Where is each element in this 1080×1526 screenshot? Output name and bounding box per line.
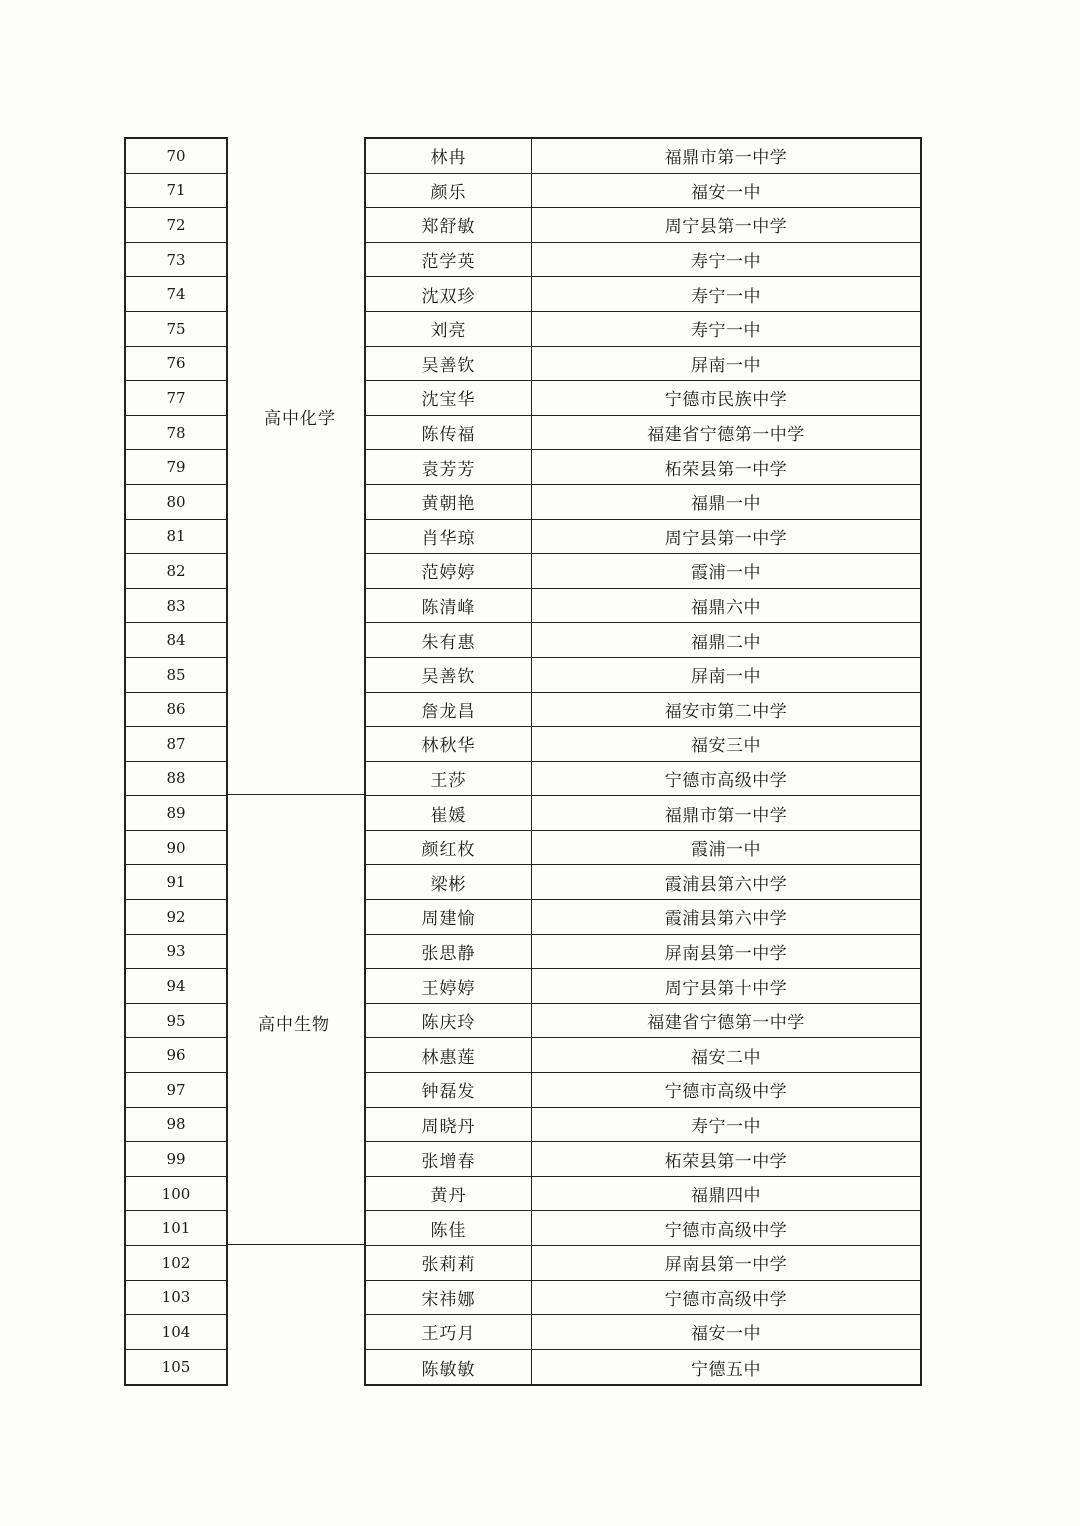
school-name: 宁德市高级中学 xyxy=(664,1289,788,1310)
teacher-name: 陈敏敏 xyxy=(366,1350,532,1385)
school-name: 柘荣县第一中学 xyxy=(664,1151,788,1172)
table-row xyxy=(366,796,920,831)
school-name: 柘荣县第一中学 xyxy=(664,459,788,480)
school-name: 福鼎市第一中学 xyxy=(664,805,788,826)
row-number: 98 xyxy=(126,1108,226,1143)
school-name: 宁德五中 xyxy=(691,1359,761,1380)
table-row xyxy=(366,727,920,762)
row-number: 86 xyxy=(126,693,226,728)
teacher-name: 沈宝华 xyxy=(366,381,532,415)
school-name: 宁德市高级中学 xyxy=(664,770,788,791)
school-name: 宁德市高级中学 xyxy=(664,1082,788,1103)
table-row xyxy=(366,312,920,347)
school-name: 福鼎二中 xyxy=(691,632,761,653)
school-name: 宁德市高级中学 xyxy=(664,1220,788,1241)
row-number: 105 xyxy=(161,1358,191,1377)
row-number: 70 xyxy=(126,139,226,174)
table-row xyxy=(366,969,920,1004)
row-number: 95 xyxy=(126,1004,226,1039)
teacher-name: 陈清峰 xyxy=(366,589,532,623)
school-name: 屏南一中 xyxy=(691,355,761,376)
school-name: 周宁县第一中学 xyxy=(664,217,788,238)
teacher-table xyxy=(364,137,922,1386)
row-number: 87 xyxy=(126,727,226,762)
row-number: 93 xyxy=(126,935,226,970)
table-row xyxy=(366,416,920,451)
table-row xyxy=(366,347,920,382)
table-row xyxy=(366,831,920,866)
teacher-name: 郑舒敏 xyxy=(366,208,532,242)
school-name: 福鼎四中 xyxy=(691,1186,761,1207)
school-name: 霞浦县第六中学 xyxy=(664,874,788,895)
table-row xyxy=(366,1004,920,1039)
school-name: 霞浦一中 xyxy=(691,563,761,584)
table-row xyxy=(366,900,920,935)
teacher-name: 陈佳 xyxy=(366,1211,532,1245)
row-number: 71 xyxy=(126,174,226,209)
teacher-name: 周晓丹 xyxy=(366,1108,532,1142)
teacher-name: 吴善钦 xyxy=(366,347,532,381)
row-number: 94 xyxy=(126,969,226,1004)
table-row xyxy=(366,1177,920,1212)
school-name: 福安一中 xyxy=(691,1324,761,1345)
subject-label-biology: 高中生物 xyxy=(258,1015,330,1035)
subject-divider xyxy=(228,1244,364,1245)
row-number: 101 xyxy=(126,1211,226,1246)
school-name: 寿宁一中 xyxy=(691,1116,761,1137)
teacher-name: 颜红枚 xyxy=(366,831,532,865)
teacher-name: 张增春 xyxy=(366,1142,532,1176)
table-row xyxy=(366,1142,920,1177)
row-number: 74 xyxy=(126,277,226,312)
school-name: 福安三中 xyxy=(691,736,761,757)
table-row xyxy=(366,623,920,658)
row-number: 100 xyxy=(126,1177,226,1212)
teacher-name: 王莎 xyxy=(366,762,532,796)
teacher-name: 黄朝艳 xyxy=(366,485,532,519)
table-row xyxy=(366,208,920,243)
teacher-name: 周建愉 xyxy=(366,900,532,934)
table-row xyxy=(366,762,920,797)
row-number: 83 xyxy=(126,589,226,624)
row-number: 102 xyxy=(126,1246,226,1281)
teacher-name: 张莉莉 xyxy=(366,1246,532,1280)
row-number: 89 xyxy=(126,796,226,831)
row-number: 88 xyxy=(126,762,226,797)
row-number: 103 xyxy=(126,1281,226,1316)
table-row xyxy=(366,1038,920,1073)
teacher-name: 陈传福 xyxy=(366,416,532,450)
subject-divider xyxy=(228,794,364,795)
teacher-name: 朱有惠 xyxy=(366,623,532,657)
row-number: 85 xyxy=(126,658,226,693)
teacher-name: 范学英 xyxy=(366,243,532,277)
teacher-name: 崔媛 xyxy=(366,796,532,830)
teacher-name: 刘亮 xyxy=(366,312,532,346)
row-number: 92 xyxy=(126,900,226,935)
teacher-name: 王婷婷 xyxy=(366,969,532,1003)
school-name: 霞浦县第六中学 xyxy=(664,909,788,930)
table-row xyxy=(366,1246,920,1281)
table-row xyxy=(366,935,920,970)
teacher-name: 王巧月 xyxy=(366,1315,532,1349)
table-row xyxy=(366,450,920,485)
teacher-name: 张思静 xyxy=(366,935,532,969)
teacher-name: 林冉 xyxy=(366,139,532,173)
teacher-name: 钟磊发 xyxy=(366,1073,532,1107)
teacher-name: 吴善钦 xyxy=(366,658,532,692)
table-row xyxy=(366,589,920,624)
school-name: 福安二中 xyxy=(691,1047,761,1068)
table-row xyxy=(366,1281,920,1316)
teacher-name: 沈双珍 xyxy=(366,277,532,311)
school-name: 宁德市民族中学 xyxy=(664,390,788,411)
table-row xyxy=(366,277,920,312)
table-row xyxy=(366,693,920,728)
table-row xyxy=(366,1350,920,1385)
school-name: 寿宁一中 xyxy=(691,321,761,342)
row-number: 96 xyxy=(126,1038,226,1073)
school-name: 福建省宁德第一中学 xyxy=(647,425,805,446)
teacher-name: 宋祎娜 xyxy=(366,1281,532,1315)
table-row xyxy=(366,1108,920,1143)
school-name: 屏南县第一中学 xyxy=(664,1255,788,1276)
row-number: 80 xyxy=(126,485,226,520)
table-row xyxy=(366,1073,920,1108)
school-name: 福鼎市第一中学 xyxy=(664,148,788,169)
teacher-name: 林秋华 xyxy=(366,727,532,761)
row-number: 77 xyxy=(126,381,226,416)
table-row xyxy=(366,139,920,174)
school-name: 福鼎六中 xyxy=(691,598,761,619)
school-name: 福安一中 xyxy=(691,182,761,203)
teacher-name: 陈庆玲 xyxy=(366,1004,532,1038)
table-row xyxy=(366,174,920,209)
table-row xyxy=(366,485,920,520)
index-column xyxy=(124,137,228,1386)
school-name: 屏南一中 xyxy=(691,667,761,688)
school-name: 福安市第二中学 xyxy=(664,701,788,722)
row-number: 99 xyxy=(126,1142,226,1177)
teacher-name: 詹龙昌 xyxy=(366,693,532,727)
table-row xyxy=(366,554,920,589)
row-number: 72 xyxy=(126,208,226,243)
teacher-name: 范婷婷 xyxy=(366,554,532,588)
subject-label-chemistry: 高中化学 xyxy=(264,409,336,429)
teacher-name: 袁芳芳 xyxy=(366,450,532,484)
teacher-name: 黄丹 xyxy=(366,1177,532,1211)
row-number: 73 xyxy=(126,243,226,278)
school-name: 屏南县第一中学 xyxy=(664,943,788,964)
school-name: 寿宁一中 xyxy=(691,286,761,307)
teacher-name: 林惠莲 xyxy=(366,1038,532,1072)
school-name: 福鼎一中 xyxy=(691,494,761,515)
teacher-name: 梁彬 xyxy=(366,865,532,899)
school-name: 福建省宁德第一中学 xyxy=(647,1013,805,1034)
row-number: 79 xyxy=(126,450,226,485)
table-row xyxy=(366,520,920,555)
table-row xyxy=(366,658,920,693)
row-number: 76 xyxy=(126,347,226,382)
row-number: 104 xyxy=(126,1315,226,1350)
row-number: 90 xyxy=(126,831,226,866)
row-number: 78 xyxy=(126,416,226,451)
teacher-name: 肖华琼 xyxy=(366,520,532,554)
school-name: 霞浦一中 xyxy=(691,840,761,861)
table-row xyxy=(366,865,920,900)
row-number: 97 xyxy=(126,1073,226,1108)
row-number: 91 xyxy=(126,865,226,900)
table-row xyxy=(366,381,920,416)
table-row xyxy=(366,1315,920,1350)
row-number: 81 xyxy=(126,520,226,555)
row-number: 82 xyxy=(126,554,226,589)
school-name: 周宁县第一中学 xyxy=(664,528,788,549)
row-number: 84 xyxy=(126,623,226,658)
row-number: 75 xyxy=(126,312,226,347)
table-row xyxy=(366,1211,920,1246)
school-name: 周宁县第十中学 xyxy=(664,978,788,999)
school-name: 寿宁一中 xyxy=(691,252,761,273)
table-row xyxy=(366,243,920,278)
teacher-name: 颜乐 xyxy=(366,174,532,208)
